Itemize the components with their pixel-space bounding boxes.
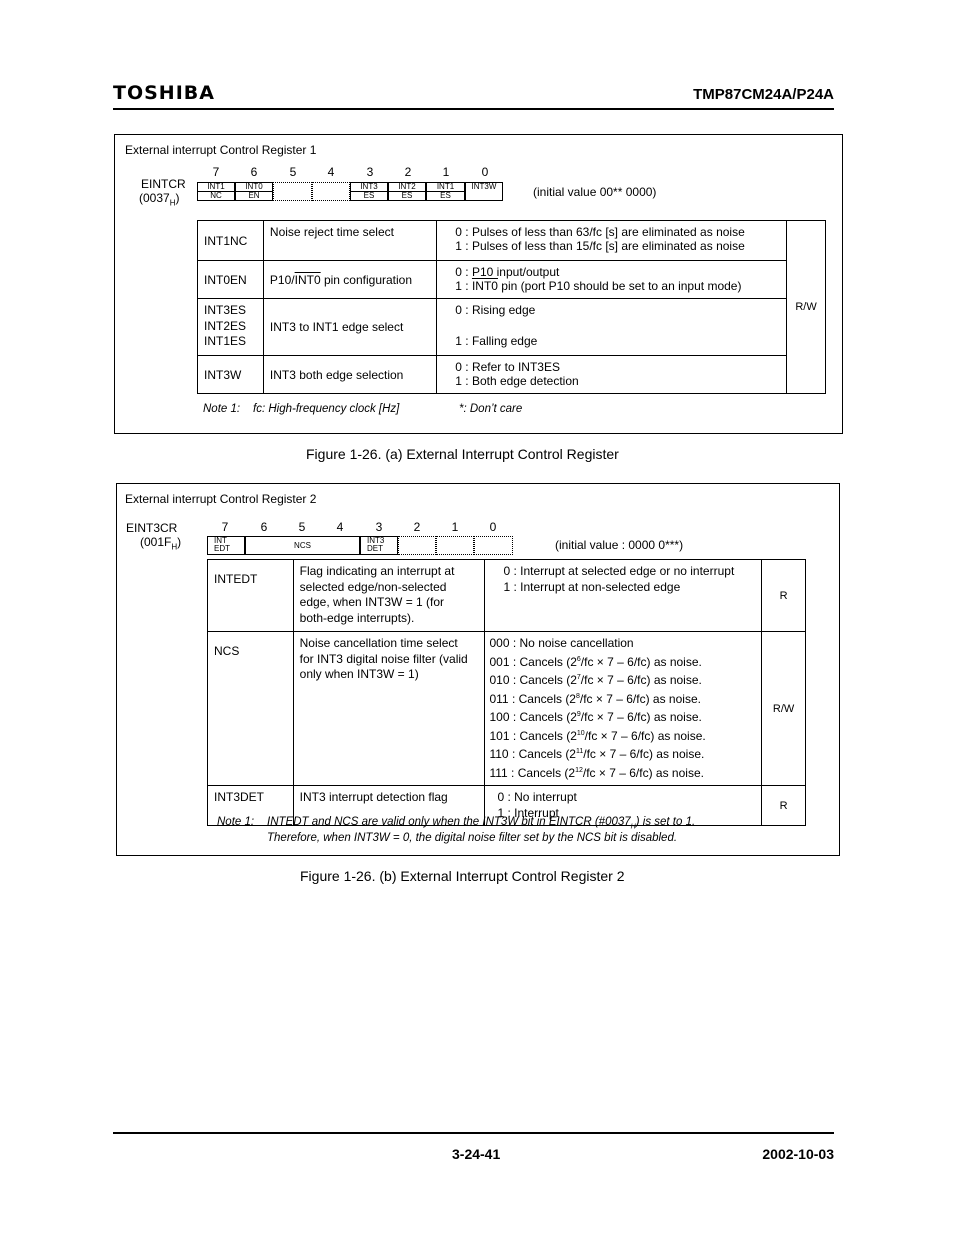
bit-number: 4 <box>336 520 344 534</box>
value-line: 011 : Cancels $(2^8/fc \times 7 - 6/fc)$ as noise. <box>489 691 701 706</box>
bit-cell-int3det <box>360 536 398 555</box>
part-number: TMP87CM24A/P24A <box>693 86 834 103</box>
register1-panel <box>114 134 843 434</box>
bit-cell-unused <box>312 182 350 201</box>
bit-cell-ncs <box>245 536 360 555</box>
register1-note-dontcare: *: Don’t care <box>459 403 523 415</box>
bit-cell-intedt <box>207 536 245 555</box>
field-values <box>485 560 762 632</box>
field-name: INT0EN <box>198 261 264 299</box>
bit-label-bottom: NC <box>198 191 234 200</box>
value-line: 000 : No noise cancellation <box>489 636 634 650</box>
value-line: 100 : Cancels $(2^9/fc \times 7 - 6/fc)$ as noise. <box>489 710 702 724</box>
field-values <box>437 261 787 299</box>
document-date: 2002-10-03 <box>762 1146 834 1162</box>
bit-number: 0 <box>489 520 497 534</box>
register2-panel <box>116 483 840 856</box>
bit-label-top: INT3 <box>360 182 378 191</box>
bit-cell-unused <box>398 536 436 555</box>
bit-label-bottom: ES <box>351 191 387 200</box>
table-row <box>208 632 806 786</box>
brand-logo: TOSHIBA <box>113 82 215 104</box>
bit-label-bottom: EN <box>236 191 272 200</box>
value-line: 1 : Pulses of less than 15/fc [s] are eliminated as noise <box>455 239 745 253</box>
register1-initial-value: (initial value 00** 0000) <box>533 185 657 199</box>
bit-number: 0 <box>481 165 489 179</box>
register1-note-text: fc: High-frequency clock [Hz] <box>253 403 400 415</box>
footer-rule <box>113 1132 834 1134</box>
value-line: 1 : Falling edge <box>455 333 538 348</box>
value-line: 0 : No interrupt <box>497 790 577 804</box>
bit-label-bottom: DET <box>367 544 383 553</box>
register2-note-label: Note 1: <box>217 816 255 828</box>
value-line: 1 : INT0 pin (port P10 should be set to an input mode) <box>455 279 742 293</box>
table-row <box>198 221 826 261</box>
bit-label-top: INT1 <box>207 182 225 191</box>
value-line: 1 : Interrupt <box>497 805 559 820</box>
field-description: INT3 both edge selection <box>263 356 436 394</box>
bit-label-bottom: EDT <box>214 544 230 553</box>
field-description: P10/INT0 pin configuration <box>263 261 436 299</box>
bit-number: 5 <box>289 165 297 179</box>
field-name: INT1NC <box>198 221 264 261</box>
bit-number: 7 <box>221 520 229 534</box>
register1-title: External interrupt Control Register 1 <box>125 143 317 157</box>
bit-number: 6 <box>250 165 258 179</box>
register2-address: $(001F_H)$ <box>140 535 182 552</box>
field-values <box>437 221 787 261</box>
register1-note-label: Note 1: <box>203 403 241 415</box>
field-values <box>437 299 787 356</box>
table-row <box>198 299 826 356</box>
value-line: 110 : Cancels $(2^{11}/fc \times 7 - 6/fc)$ as noise. <box>489 747 705 761</box>
value-line: 111 : Cancels $(2^{12}/fc \times 7 - 6/fc)$ as noise. <box>489 765 704 780</box>
access-rw: R/W <box>762 632 806 786</box>
bit-number: 7 <box>212 165 220 179</box>
access-rw: R/W <box>787 221 826 394</box>
value-line: 001 : Cancels $(2^6/fc \times 7 - 6/fc)$ as noise. <box>489 654 702 669</box>
field-description: Flag indicating an interrupt at selected edge/non-selected edge, when INT3W = 1 (for both-edge interrupts). <box>293 560 485 632</box>
bit-label-top: INT0 <box>245 182 263 191</box>
bit-number: 3 <box>366 165 374 179</box>
value-line: 0 : Refer to INT3ES <box>455 360 560 374</box>
bit-cell-int1nc <box>197 182 235 201</box>
field-name: INT3W <box>198 356 264 394</box>
bit-number: 6 <box>260 520 268 534</box>
bit-cell-int2es <box>388 182 426 201</box>
bit-label-top: INT <box>214 536 227 545</box>
field-description: INT3 interrupt detection flag <box>293 786 485 826</box>
bit-cell-unused <box>436 536 474 555</box>
bit-number: 2 <box>413 520 421 534</box>
field-values <box>485 632 762 786</box>
figure-caption-a: Figure 1-26. (a) External Interrupt Control Register <box>306 446 619 462</box>
register2-name: EINT3CR <box>126 521 178 535</box>
table-row <box>198 261 826 299</box>
field-description: Noise cancellation time select for INT3 digital noise filter (valid only when INT3W = 1) <box>293 632 485 786</box>
bit-label-top: INT3 <box>367 536 385 545</box>
bit-cell-int0en <box>235 182 273 201</box>
value-line: 010 : Cancels $(2^7/fc \times 7 - 6/fc)$ as noise. <box>489 673 702 687</box>
field-name: INT3DET <box>208 786 294 826</box>
field-name: INTEDT <box>208 560 294 632</box>
register1-table <box>197 220 826 394</box>
field-name: NCS <box>208 632 294 786</box>
register2-initial-value: (initial value : 0000 0***) <box>555 538 684 552</box>
table-row <box>208 560 806 632</box>
value-line: 0 : P10 input/output <box>455 265 560 279</box>
bit-cell-unused <box>474 536 513 555</box>
bit-number: 4 <box>327 165 335 179</box>
bit-label-top: INT2 <box>398 182 416 191</box>
bit-label-bottom: ES <box>427 191 464 200</box>
register1-name: EINTCR <box>141 177 186 191</box>
value-line: 1 : Both edge detection <box>455 374 579 388</box>
value-line: 0 : Interrupt at selected edge or no interrupt <box>503 564 735 578</box>
access-r: R <box>762 560 806 632</box>
bit-cell-int3es <box>350 182 388 201</box>
table-row <box>198 356 826 394</box>
header-rule <box>113 108 834 110</box>
value-line: 0 : Pulses of less than 63/fc [s] are eliminated as noise <box>455 225 745 239</box>
bit-label: NCS <box>294 541 311 550</box>
register2-note-line2: Therefore, when INT3W = 0, the digital noise filter set by the NCS bit is disabled. <box>267 832 678 844</box>
field-description: Noise reject time select <box>263 221 436 261</box>
page-number: 3-24-41 <box>452 1146 501 1162</box>
register2-title: External interrupt Control Register 2 <box>125 492 317 506</box>
value-line: 1 : Interrupt at non-selected edge <box>503 579 681 594</box>
bit-cell-int1es <box>426 182 465 201</box>
bit-cell-int3w <box>465 182 503 201</box>
bit-label-top: INT1 <box>436 182 455 191</box>
field-values <box>437 356 787 394</box>
register2-table <box>207 559 806 826</box>
bit-label-top: INT3W <box>471 182 497 191</box>
figure-caption-b: Figure 1-26. (b) External Interrupt Control Register 2 <box>300 868 625 884</box>
access-r: R <box>762 786 806 826</box>
bit-cell-unused <box>273 182 312 201</box>
value-line: 0 : Rising edge <box>455 303 536 317</box>
field-name: INT3ES INT2ES INT1ES <box>198 299 264 356</box>
bit-number: 5 <box>298 520 306 534</box>
register1-address: $(0037_H)$ <box>139 191 180 208</box>
bit-number: 1 <box>442 165 450 179</box>
bit-number: 1 <box>451 520 459 534</box>
value-line: 101 : Cancels $(2^{10}/fc \times 7 - 6/fc)$ as noise. <box>489 728 706 743</box>
bit-number: 3 <box>375 520 383 534</box>
field-description: INT3 to INT1 edge select <box>263 299 436 356</box>
bit-number: 2 <box>404 165 412 179</box>
register2-note-line1: INTEDT and NCS are valid only when the INT3W bit in EINTCR $(\#0037_H)$ is set to 1. <box>267 816 696 831</box>
bit-label-bottom: ES <box>389 191 425 200</box>
